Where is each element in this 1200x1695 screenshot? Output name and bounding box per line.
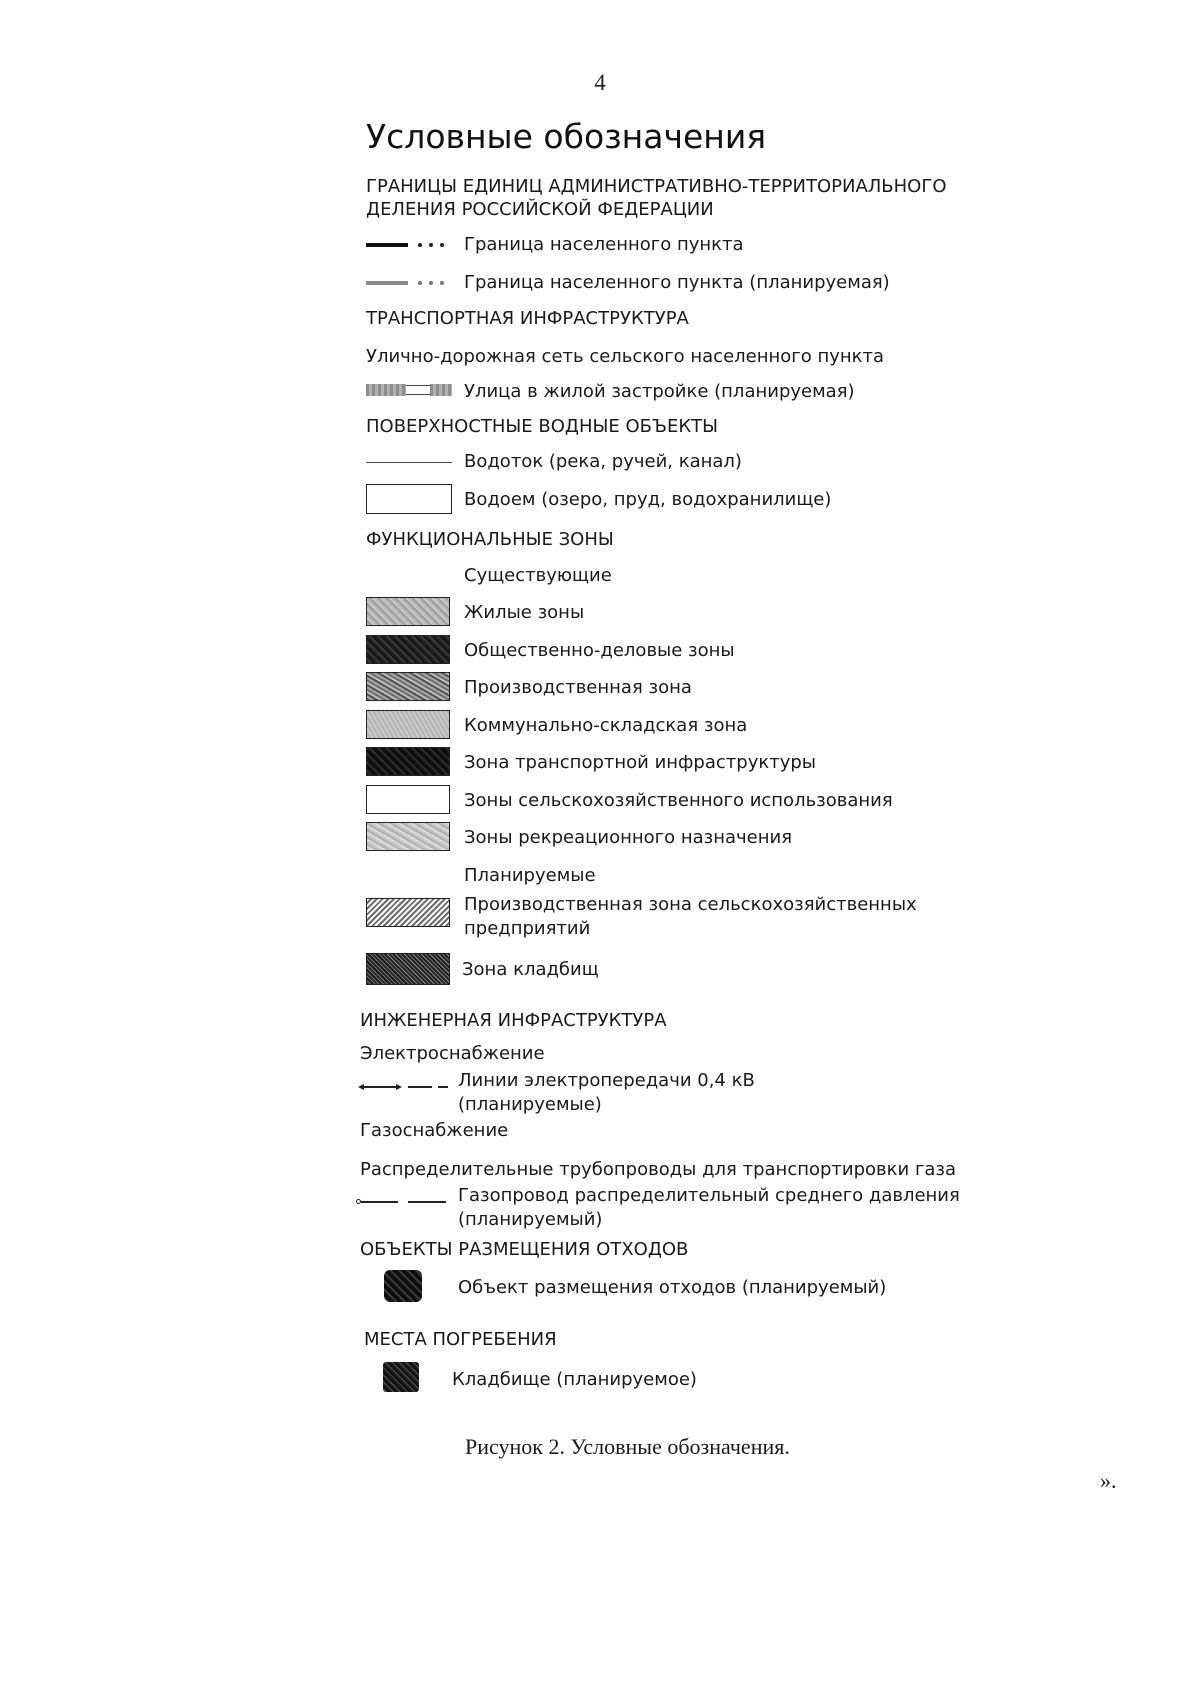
zone-industrial-swatch [366,672,450,701]
section-engineering-heading: ИНЖЕНЕРНАЯ ИНФРАСТРУКТУРА [360,1010,667,1031]
zone-residential-swatch [366,597,450,626]
section-burial-heading: МЕСТА ПОГРЕБЕНИЯ [364,1329,557,1350]
border-existing-label: Граница населенного пункта [464,234,744,255]
zone-utility-swatch [366,710,450,739]
zone-residential-label: Жилые зоны [464,602,585,623]
border-planned-symbol [366,280,450,286]
power-line-label: Линии электропередачи 0,4 кВ [458,1070,755,1091]
zone-utility-label: Коммунально-складская зона [464,715,748,736]
existing-heading: Существующие [464,565,612,586]
zone-public-swatch [366,635,450,664]
section-admin-heading-line2: ДЕЛЕНИЯ РОССИЙСКОЙ ФЕДЕРАЦИИ [366,199,714,220]
road-network-label: Улично-дорожная сеть сельского населенного пункта [366,346,885,367]
border-existing-symbol [366,242,450,248]
legend-title: Условные обозначения [366,117,767,156]
watercourse-symbol [366,462,452,463]
zone-industrial-label: Производственная зона [464,677,692,698]
waterbody-label: Водоем (озеро, пруд, водохранилище) [464,489,832,510]
section-water-heading: ПОВЕРХНОСТНЫЕ ВОДНЫЕ ОБЪЕКТЫ [366,416,719,437]
gas-main-label: Газопровод распределительный среднего давления [458,1185,960,1206]
gas-main-label-line2: (планируемый) [458,1209,603,1230]
closing-quote: ». [1100,1468,1117,1493]
cemetery-planned-label: Кладбище (планируемое) [452,1369,697,1390]
cemetery-icon [383,1362,419,1392]
zone-agri-label: Зоны сельскохозяйственного использования [464,790,893,811]
power-line-symbol [358,1082,448,1090]
gas-heading: Газоснабжение [360,1120,509,1141]
zone-cemetery-label: Зона кладбищ [462,959,599,980]
gas-pipelines-label: Распределительные трубопроводы для транспортировки газа [360,1159,957,1180]
border-planned-label: Граница населенного пункта (планируемая) [464,272,890,293]
waterbody-symbol [366,484,452,514]
zone-recreation-label: Зоны рекреационного назначения [464,827,793,848]
zone-public-label: Общественно-деловые зоны [464,640,735,661]
planned-heading: Планируемые [464,865,596,886]
zone-agri-industrial-label: Производственная зона сельскохозяйственных [464,894,917,915]
section-admin-heading: ГРАНИЦЫ ЕДИНИЦ АДМИНИСТРАТИВНО-ТЕРРИТОРИАЛЬНОГО [366,176,947,197]
zone-agri-swatch [366,785,450,814]
figure-caption: Рисунок 2. Условные обозначения. [465,1434,790,1459]
zone-transport-label: Зона транспортной инфраструктуры [464,752,816,773]
waste-object-icon [384,1270,422,1302]
zone-transport-swatch [366,747,450,776]
power-heading: Электроснабжение [360,1043,545,1064]
zone-recreation-swatch [366,822,450,851]
page-number: 4 [594,70,606,95]
zone-agri-industrial-swatch [366,898,450,927]
street-planned-symbol [366,384,452,396]
waste-object-label: Объект размещения отходов (планируемый) [458,1277,887,1298]
street-planned-label: Улица в жилой застройке (планируемая) [464,381,855,402]
section-waste-heading: ОБЪЕКТЫ РАЗМЕЩЕНИЯ ОТХОДОВ [360,1239,689,1260]
section-transport-heading: ТРАНСПОРТНАЯ ИНФРАСТРУКТУРА [366,308,689,329]
watercourse-label: Водоток (река, ручей, канал) [464,451,742,472]
power-line-label-line2: (планируемые) [458,1094,602,1115]
section-zones-heading: ФУНКЦИОНАЛЬНЫЕ ЗОНЫ [366,529,614,550]
zone-cemetery-swatch [366,953,450,985]
gas-pipeline-symbol [356,1198,448,1206]
zone-agri-industrial-label-line2: предприятий [464,918,591,939]
